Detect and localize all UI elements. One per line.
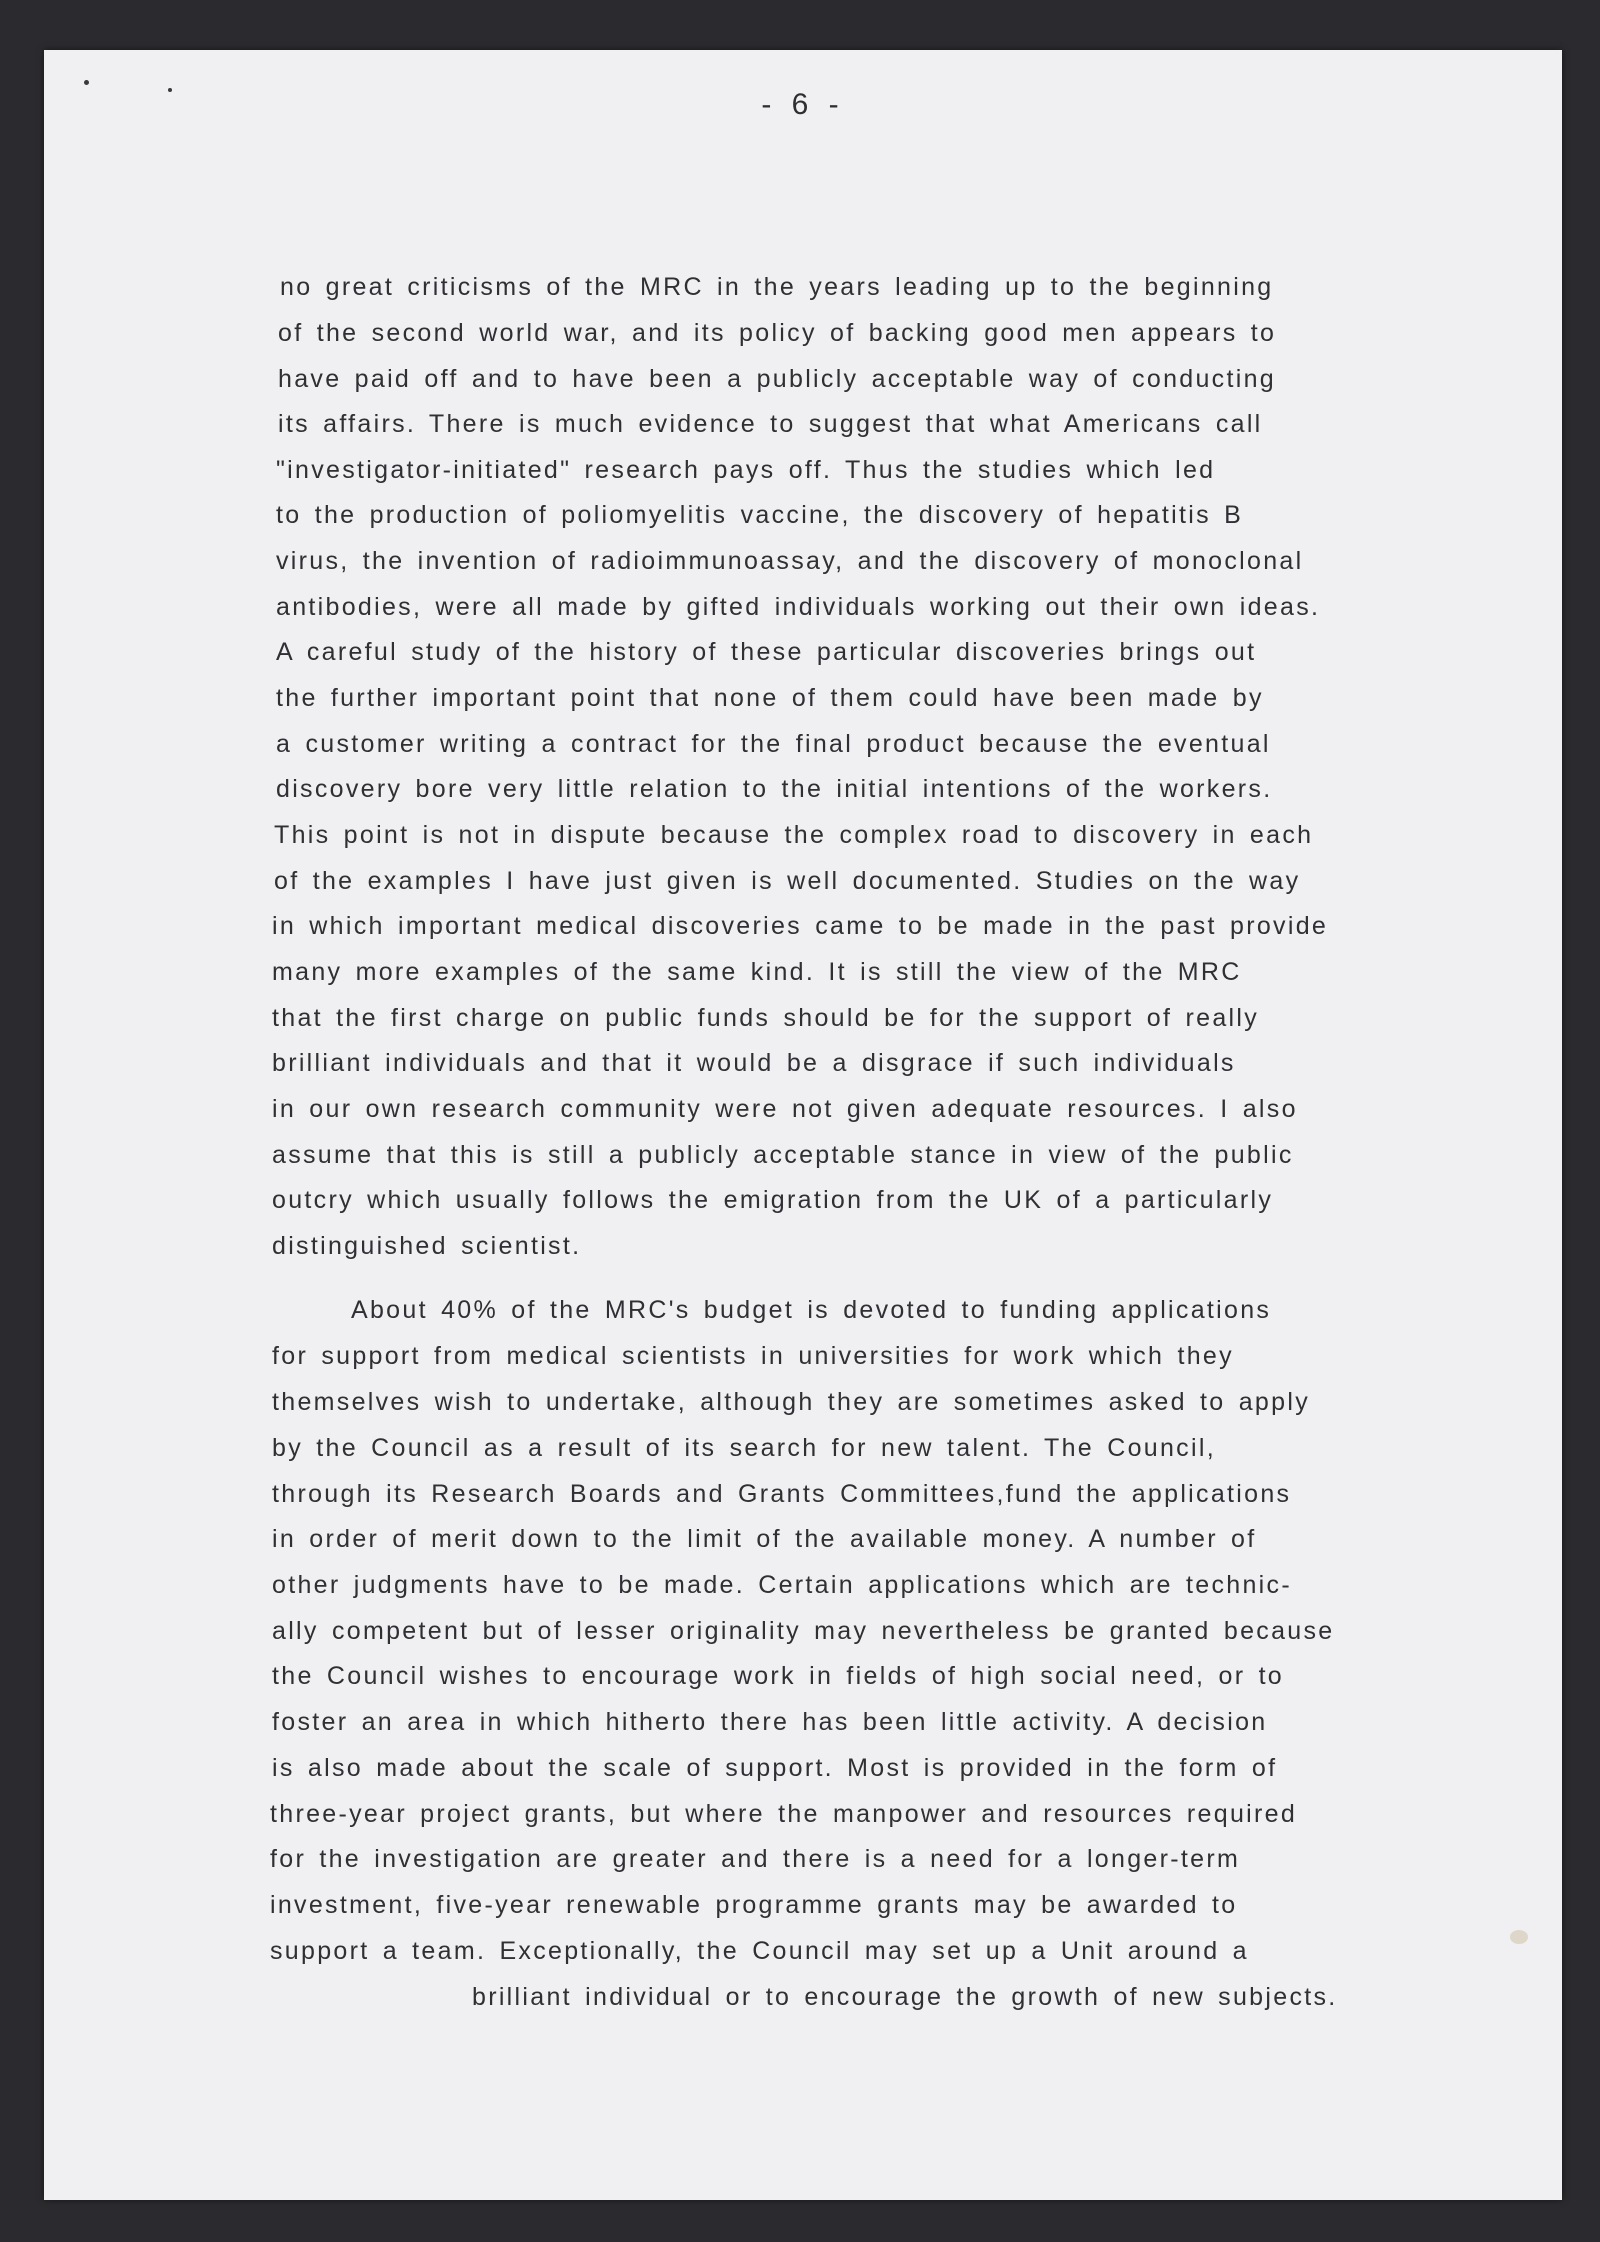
text-line: ally competent but of lesser originality may nevertheless be granted because <box>272 1617 1335 1645</box>
text-line: the Council wishes to encourage work in fields of high social need, or to <box>272 1662 1285 1690</box>
text-line: to the production of poliomyelitis vaccine, the discovery of hepatitis B <box>276 501 1244 529</box>
text-line: by the Council as a result of its search for new talent. The Council, <box>272 1434 1216 1462</box>
text-line: no great criticisms of the MRC in the years leading up to the beginning <box>280 273 1274 301</box>
text-line: through its Research Boards and Grants Committees,fund the applications <box>272 1480 1292 1508</box>
text-line: of the second world war, and its policy of backing good men appears to <box>278 319 1277 347</box>
text-line: that the first charge on public funds should be for the support of really <box>272 1004 1260 1032</box>
text-line: of the examples I have just given is well documented. Studies on the way <box>274 867 1301 895</box>
text-line: its affairs. There is much evidence to suggest that what Americans call <box>278 410 1263 438</box>
text-line: a customer writing a contract for the final product because the eventual <box>276 730 1271 758</box>
text-line: support a team. Exceptionally, the Council may set up a Unit around a <box>270 1937 1249 1965</box>
text-line: brilliant individuals and that it would be a disgrace if such individuals <box>272 1049 1236 1077</box>
text-line: antibodies, were all made by gifted individuals working out their own ideas. <box>276 593 1321 621</box>
document-page <box>44 50 1562 2200</box>
text-line: for support from medical scientists in universities for work which they <box>272 1342 1234 1370</box>
text-line: A careful study of the history of these particular discoveries brings out <box>276 638 1257 666</box>
text-line: have paid off and to have been a publicly acceptable way of conducting <box>278 365 1276 393</box>
text-line: in order of merit down to the limit of the available money. A number of <box>272 1525 1257 1553</box>
text-line: in which important medical discoveries came to be made in the past provide <box>272 912 1329 940</box>
text-line: the further important point that none of them could have been made by <box>276 684 1264 712</box>
text-line: other judgments have to be made. Certain applications which are technic- <box>272 1571 1292 1599</box>
text-line: themselves wish to undertake, although they are sometimes asked to apply <box>272 1388 1310 1416</box>
page-number: - 6 - <box>761 88 845 121</box>
text-line: is also made about the scale of support. Most is provided in the form of <box>272 1754 1278 1782</box>
text-line: many more examples of the same kind. It is still the view of the MRC <box>272 958 1242 986</box>
text-line: three-year project grants, but where the manpower and resources required <box>270 1800 1298 1828</box>
text-line: distinguished scientist. <box>272 1232 582 1260</box>
text-line: discovery bore very little relation to the initial intentions of the workers. <box>276 775 1273 803</box>
text-line: assume that this is still a publicly acceptable stance in view of the public <box>272 1141 1294 1169</box>
text-line: for the investigation are greater and there is a need for a longer-term <box>270 1845 1241 1873</box>
text-line: outcry which usually follows the emigration from the UK of a particularly <box>272 1186 1274 1214</box>
text-line: About 40% of the MRC's budget is devoted to funding applications <box>351 1296 1272 1324</box>
paper-stain <box>1510 1930 1528 1944</box>
text-line: "investigator-initiated" research pays off. Thus the studies which led <box>276 456 1216 484</box>
text-line: foster an area in which hitherto there has been little activity. A decision <box>272 1708 1268 1736</box>
text-line: brilliant individual or to encourage the growth of new subjects. <box>472 1983 1338 2011</box>
punch-mark <box>84 80 89 85</box>
text-line: This point is not in dispute because the complex road to discovery in each <box>274 821 1314 849</box>
text-line: in our own research community were not given adequate resources. I also <box>272 1095 1298 1123</box>
text-line: investment, five-year renewable programme grants may be awarded to <box>270 1891 1238 1919</box>
text-line: virus, the invention of radioimmunoassay, and the discovery of monoclonal <box>276 547 1304 575</box>
